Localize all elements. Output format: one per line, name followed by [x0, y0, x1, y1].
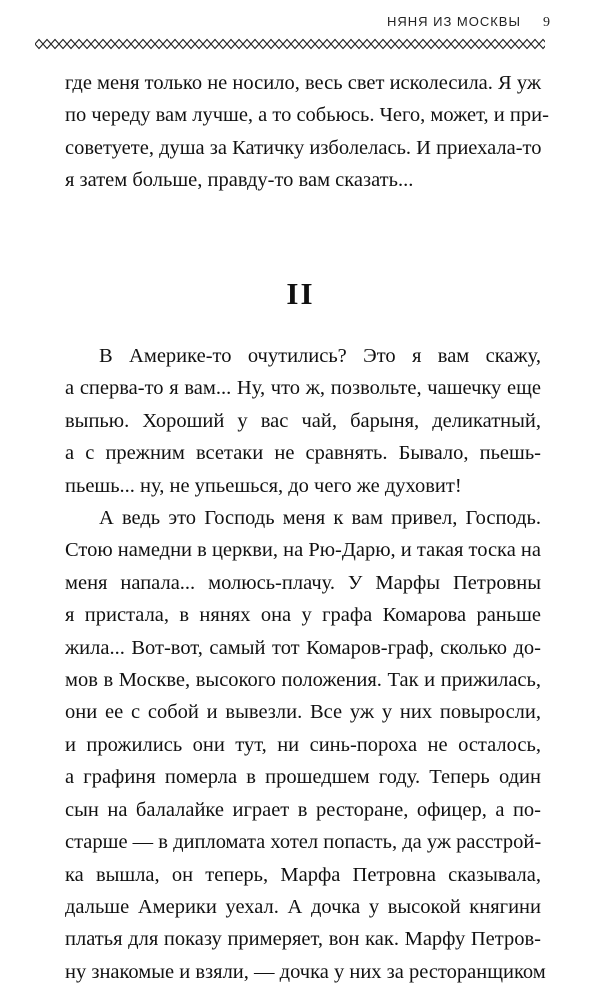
continuation-paragraph — [65, 67, 549, 197]
text-line: а графиня померла в прошедшем году. Теперь один — [65, 766, 541, 789]
text-line: платья для показу примеряет, вон как. Марфу Петров- — [65, 928, 541, 951]
running-head — [33, 14, 551, 31]
text-line: советуете, душа за Катичку изболелась. И приехала-то — [65, 136, 542, 159]
chapter-body — [65, 340, 546, 988]
text-line: мов в Москве, высокого положения. Так и прижилась, — [65, 669, 541, 692]
text-line: я затем больше, правду-то вам сказать... — [65, 169, 414, 192]
text-line: В Америке-то очутились? Это я вам скажу, — [99, 345, 541, 367]
text-line: Стою намедни в церкви, на Рю-Дарю, и такая тоска на — [65, 539, 541, 562]
text-line: пьешь... ну, не упьешься, до чего же духовит! — [65, 474, 462, 497]
text-line: а с прежним всетаки не сравнять. Бывало, пьешь- — [65, 442, 541, 465]
paragraph — [65, 340, 541, 502]
text-line: дальше Америки уехал. А дочка у высокой княгини — [65, 895, 541, 918]
text-line: и прожились они тут, ни синь-пороха не осталось, — [65, 733, 541, 756]
text-line: ну знакомые и взяли, — дочка у них за ресторанщиком — [65, 960, 546, 983]
page-number: 9 — [543, 15, 551, 30]
text-line: сын на балалайке играет в ресторане, офицер, а по- — [65, 798, 541, 821]
text-line: ка вышла, он теперь, Марфа Петровна сказывала, — [65, 863, 541, 886]
text-line: А ведь это Господь меня к вам привел, Господь. — [99, 507, 541, 530]
text-line: жила... Вот-вот, самый тот Комаров-граф, сколько до- — [65, 636, 541, 659]
text-line: где меня только не носило, весь свет исколесила. Я уж — [65, 72, 541, 94]
text-line: старше — в дипломата хотел попасть, да уж расстрой- — [65, 831, 542, 854]
text-line: по череду вам лучше, а то собьюсь. Чего, может, и при- — [65, 104, 549, 127]
text-line: выпью. Хороший у вас чай, барыня, деликатный, — [65, 409, 541, 432]
continuation-text — [65, 67, 549, 197]
ornament-divider — [35, 38, 545, 50]
running-title: НЯНЯ ИЗ МОСКВЫ — [386, 14, 521, 29]
chapter-heading: II — [286, 276, 315, 311]
text-line: я пристала, в нянях она у графа Комарова раньше — [65, 604, 541, 627]
text-line: а сперва-то я вам... Ну, что ж, позвольте, чашечку еще — [65, 377, 541, 400]
text-line: они ее с собой и вывезли. Все уж у них повыросли, — [65, 701, 541, 724]
paragraph — [65, 502, 546, 988]
text-line: меня напала... молюсь-плачу. У Марфы Петровны — [65, 571, 541, 594]
